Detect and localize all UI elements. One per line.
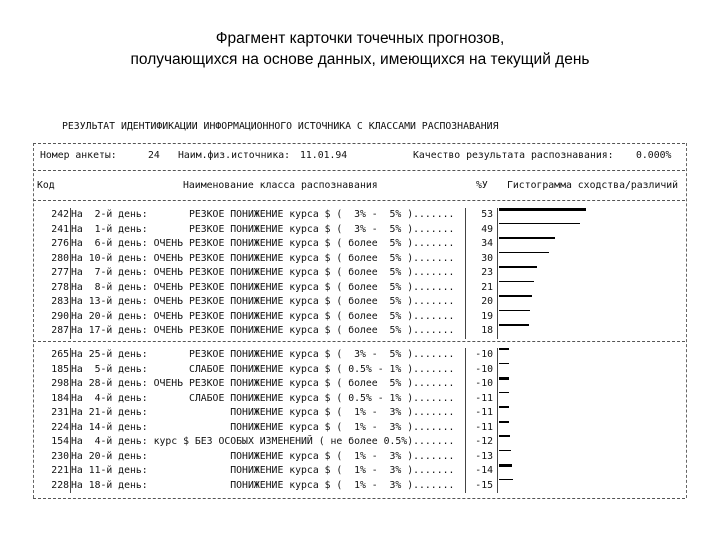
table-row <box>33 377 685 392</box>
table-row <box>33 252 685 267</box>
separator <box>497 406 498 421</box>
divider <box>33 143 685 144</box>
row-value: 34 <box>481 238 493 249</box>
table-row <box>33 223 685 238</box>
separator <box>497 252 498 267</box>
histogram-bar <box>499 324 529 326</box>
histogram-bar <box>499 348 509 350</box>
separator <box>497 223 498 238</box>
separator <box>497 348 498 363</box>
column-header-row <box>33 179 685 194</box>
row-class-name: На 11-й день: ПОНИЖЕНИЕ курса $ ( 1% - 3% )....... <box>71 465 455 476</box>
histogram-bar <box>499 223 580 225</box>
row-code: 265 <box>51 349 69 360</box>
row-code: 228 <box>51 479 69 491</box>
row-code: 276 <box>51 238 69 249</box>
row-value: 20 <box>481 296 493 307</box>
table-row <box>33 348 685 363</box>
separator <box>497 377 498 392</box>
source-label: Наим.физ.источника: <box>178 150 291 161</box>
row-value: -10 <box>475 349 493 360</box>
row-class-name: На 28-й день: ОЧЕНЬ РЕЗКОЕ ПОНИЖЕНИЕ курса $ ( более 5% )....... <box>71 378 455 389</box>
title-line-2: получающихся на основе данных, имеющихся на текущий день <box>130 51 590 68</box>
row-value: 21 <box>481 281 493 293</box>
histogram-bar <box>499 363 509 365</box>
separator <box>497 421 498 436</box>
table-row <box>33 450 685 465</box>
row-value: 18 <box>481 325 493 336</box>
row-class-name: На 2-й день: РЕЗКОЕ ПОНИЖЕНИЕ курса $ ( 3% - 5% )....... <box>71 209 455 220</box>
row-class-name: На 17-й день: ОЧЕНЬ РЕЗКОЕ ПОНИЖЕНИЕ курса $ ( более 5% )....... <box>71 325 455 336</box>
divider <box>33 341 685 342</box>
row-class-name: На 1-й день: РЕЗКОЕ ПОНИЖЕНИЕ курса $ ( 3% - 5% )....... <box>71 223 455 235</box>
slide-title <box>0 28 720 70</box>
row-class-name: На 8-й день: ОЧЕНЬ РЕЗКОЕ ПОНИЖЕНИЕ курса $ ( более 5% )....... <box>71 281 455 293</box>
table-row <box>33 363 685 378</box>
row-code: 224 <box>51 421 69 433</box>
row-code: 230 <box>51 450 69 462</box>
quality-value: 0.000% <box>636 150 672 161</box>
histogram-bar <box>499 406 509 408</box>
histogram-bar <box>499 392 509 394</box>
separator <box>497 479 498 494</box>
row-code: 231 <box>51 407 69 418</box>
separator <box>497 392 498 407</box>
row-class-name: На 6-й день: ОЧЕНЬ РЕЗКОЕ ПОНИЖЕНИЕ курса $ ( более 5% )....... <box>71 238 455 249</box>
row-value: -11 <box>475 407 493 418</box>
col-name: Наименование класса распознавания <box>183 180 378 191</box>
row-code: 280 <box>51 252 69 264</box>
row-code: 277 <box>51 267 69 278</box>
histogram-bar <box>499 252 549 254</box>
histogram-bar <box>499 237 555 239</box>
histogram-bar <box>499 421 509 424</box>
row-class-name: На 7-й день: ОЧЕНЬ РЕЗКОЕ ПОНИЖЕНИЕ курса $ ( более 5% )....... <box>71 267 455 278</box>
row-value: 23 <box>481 267 493 278</box>
form-label: Номер анкеты: <box>40 150 117 161</box>
divider <box>33 498 685 499</box>
table-row <box>33 237 685 252</box>
row-value: -12 <box>475 436 493 447</box>
col-value: %У <box>476 180 488 191</box>
separator <box>497 208 498 223</box>
row-class-name: На 4-й день: СЛАБОЕ ПОНИЖЕНИЕ курса $ ( 0.5% - 1% )....... <box>71 392 455 404</box>
histogram-bar <box>499 310 530 312</box>
row-value: -11 <box>475 392 493 404</box>
row-value: -15 <box>475 479 493 491</box>
table-row <box>33 310 685 325</box>
separator <box>497 363 498 378</box>
table-row <box>33 421 685 436</box>
table-row <box>33 295 685 310</box>
histogram-bar <box>499 208 586 211</box>
table-row <box>33 324 685 339</box>
table-row <box>33 479 685 494</box>
table-row <box>33 266 685 281</box>
source-value: 11.01.94 <box>300 150 348 161</box>
row-code: 298 <box>51 378 69 389</box>
divider <box>33 170 685 171</box>
row-class-name: На 13-й день: ОЧЕНЬ РЕЗКОЕ ПОНИЖЕНИЕ курса $ ( более 5% )....... <box>71 296 455 307</box>
histogram-bar <box>499 295 532 297</box>
report-header: РЕЗУЛЬТАТ ИДЕНТИФИКАЦИИ ИНФОРМАЦИОННОГО ИСТОЧНИКА С КЛАССАМИ РАСПОЗНАВАНИЯ <box>62 121 499 132</box>
table-row <box>33 464 685 479</box>
row-code: 185 <box>51 363 69 375</box>
col-code: Код <box>37 180 55 191</box>
quality-label: Качество результата распознавания: <box>413 150 614 161</box>
histogram-bar <box>499 435 510 437</box>
row-code: 290 <box>51 310 69 322</box>
row-code: 287 <box>51 325 69 336</box>
table-row <box>33 208 685 223</box>
table-row <box>33 435 685 450</box>
row-code: 278 <box>51 281 69 293</box>
divider <box>33 200 685 201</box>
row-code: 221 <box>51 465 69 476</box>
separator <box>497 464 498 479</box>
row-value: 30 <box>481 252 493 264</box>
row-class-name: На 25-й день: РЕЗКОЕ ПОНИЖЕНИЕ курса $ ( 3% - 5% )....... <box>71 349 455 360</box>
separator <box>497 237 498 252</box>
row-code: 283 <box>51 296 69 307</box>
histogram-bar <box>499 377 509 380</box>
histogram-bar <box>499 450 511 452</box>
row-class-name: На 21-й день: ПОНИЖЕНИЕ курса $ ( 1% - 3% )....... <box>71 407 455 418</box>
table-row <box>33 392 685 407</box>
histogram-bar <box>499 281 534 283</box>
histogram-bar <box>499 266 537 268</box>
row-class-name: На 10-й день: ОЧЕНЬ РЕЗКОЕ ПОНИЖЕНИЕ курса $ ( более 5% )....... <box>71 252 455 264</box>
row-class-name: На 4-й день: курс $ БЕЗ ОСОБЫХ ИЗМЕНЕНИЙ ( не более 0.5%)....... <box>71 436 455 447</box>
row-class-name: На 5-й день: СЛАБОЕ ПОНИЖЕНИЕ курса $ ( 0.5% - 1% )....... <box>71 363 455 375</box>
row-class-name: На 18-й день: ПОНИЖЕНИЕ курса $ ( 1% - 3% )....... <box>71 479 455 491</box>
table-row <box>33 406 685 421</box>
row-code: 184 <box>51 392 69 404</box>
row-value: -11 <box>475 421 493 433</box>
row-value: -10 <box>475 363 493 375</box>
row-code: 242 <box>51 209 69 220</box>
separator <box>497 435 498 450</box>
row-value: 49 <box>481 223 493 235</box>
row-value: -13 <box>475 450 493 462</box>
row-class-name: На 20-й день: ОЧЕНЬ РЕЗКОЕ ПОНИЖЕНИЕ курса $ ( более 5% )....... <box>71 310 455 322</box>
histogram-bar <box>499 464 512 467</box>
separator <box>497 266 498 281</box>
row-value: 53 <box>481 209 493 220</box>
histogram-bar <box>499 479 513 481</box>
col-histogram: Гистограмма сходства/различий <box>507 180 679 191</box>
separator <box>497 281 498 296</box>
row-value: 19 <box>481 310 493 322</box>
row-class-name: На 20-й день: ПОНИЖЕНИЕ курса $ ( 1% - 3% )....... <box>71 450 455 462</box>
table-row <box>33 281 685 296</box>
row-code: 241 <box>51 223 69 235</box>
row-code: 154 <box>51 436 69 447</box>
title-line-1: Фрагмент карточки точечных прогнозов, <box>215 30 505 47</box>
row-class-name: На 14-й день: ПОНИЖЕНИЕ курса $ ( 1% - 3% )....... <box>71 421 455 433</box>
separator <box>497 450 498 465</box>
separator <box>497 295 498 310</box>
row-value: -14 <box>475 465 493 476</box>
separator <box>497 324 498 339</box>
form-value: 24 <box>148 150 160 161</box>
separator <box>497 310 498 325</box>
row-value: -10 <box>475 378 493 389</box>
